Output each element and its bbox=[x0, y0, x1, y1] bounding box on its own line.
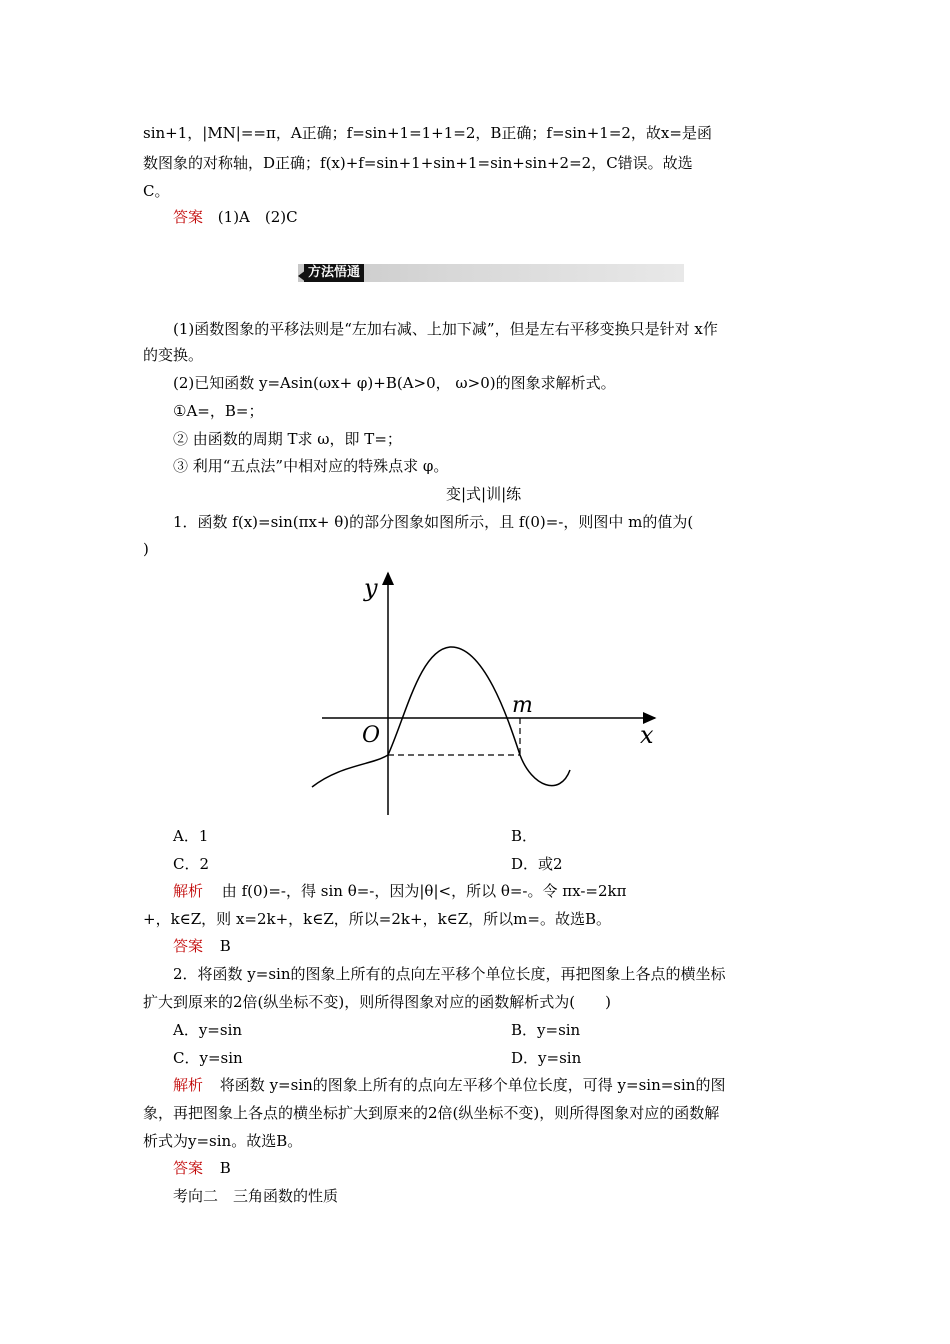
m-label: m bbox=[512, 693, 533, 718]
answer-label: 答案 bbox=[173, 937, 204, 955]
analysis-text: +，k∈Z，则 x=2k+，k∈Z，所以=2k+，k∈Z，所以m=。故选B。 bbox=[143, 910, 611, 928]
sine-graph-figure bbox=[310, 565, 670, 820]
method-paragraph: (1)函数图象的平移法则是“左加右减、上加下减”，但是左右平移变换只是针对 x作 bbox=[173, 320, 718, 338]
text-line: sin+1，|MN|==π，A正确；f=sin+1=1+1=2，B正确；f=sin+1=2，故x=是函 bbox=[143, 124, 712, 142]
option-a: A．1 bbox=[173, 827, 209, 845]
analysis-text: 析式为y=sin。故选B。 bbox=[143, 1132, 303, 1150]
practice-title: 变|式|训|练 bbox=[446, 485, 522, 503]
answer-text: B bbox=[219, 1159, 231, 1177]
analysis-line bbox=[173, 1075, 725, 1095]
method-step: ② 由函数的周期 T求 ω，即 T=； bbox=[173, 430, 402, 448]
answer-label: 答案 bbox=[173, 1159, 204, 1177]
analysis-text: 象，再把图象上各点的横坐标扩大到原来的2倍(纵坐标不变)，则所得图象对应的函数解 bbox=[143, 1104, 720, 1122]
origin-label: O bbox=[362, 723, 381, 748]
analysis-label: 解析 bbox=[173, 1076, 204, 1094]
method-step: ①A=，B=； bbox=[173, 402, 264, 420]
analysis-text: 将函数 y=sin的图象上所有的点向左平移个单位长度，可得 y=sin=sin的图 bbox=[219, 1076, 726, 1094]
x-axis-label: x bbox=[640, 721, 654, 749]
method-paragraph: 的变换。 bbox=[143, 346, 204, 364]
question-stem: 扩大到原来的2倍(纵坐标不变)，则所得图象对应的函数解析式为( ) bbox=[143, 993, 611, 1011]
analysis-text: 由 f(0)=-，得 sin θ=-，因为|θ|<，所以 θ=-。令 πx-=2kπ bbox=[221, 882, 627, 900]
text-line: 数图象的对称轴，D正确；f(x)+f=sin+1+sin+1=sin+sin+2=2，C错误。故选 bbox=[143, 154, 693, 172]
section-heading: 考向二 三角函数的性质 bbox=[173, 1187, 339, 1205]
banner-label: 方法悟通 bbox=[304, 264, 364, 282]
answer-line bbox=[173, 1158, 231, 1178]
analysis-label: 解析 bbox=[173, 882, 204, 900]
option-c: C．2 bbox=[173, 855, 210, 873]
method-step: ③ 利用“五点法”中相对应的特殊点求 φ。 bbox=[173, 457, 449, 475]
method-paragraph: (2)已知函数 y=Asin(ωx+ φ)+B(A>0， ω>0)的图象求解析式。 bbox=[173, 374, 616, 392]
answer-line bbox=[173, 207, 298, 227]
question-stem: 1．函数 f(x)=sin(πx+ θ)的部分图象如图所示，且 f(0)=-，则图中 m的值为( bbox=[173, 513, 694, 531]
answer-text: B bbox=[219, 937, 231, 955]
option-b: B． bbox=[511, 827, 538, 845]
y-axis-label: y bbox=[364, 574, 378, 602]
method-banner bbox=[298, 264, 684, 282]
text-line: C。 bbox=[143, 182, 170, 200]
option-a: A．y=sin bbox=[173, 1021, 243, 1039]
analysis-line bbox=[173, 881, 626, 901]
option-d: D．y=sin bbox=[511, 1049, 582, 1067]
question-stem: ) bbox=[143, 540, 149, 558]
answer-text: (1)A (2)C bbox=[217, 208, 298, 226]
option-c: C．y=sin bbox=[173, 1049, 243, 1067]
answer-label: 答案 bbox=[173, 208, 204, 226]
option-d: D．或2 bbox=[511, 855, 563, 873]
option-b: B．y=sin bbox=[511, 1021, 581, 1039]
question-stem: 2．将函数 y=sin的图象上所有的点向左平移个单位长度，再把图象上各点的横坐标 bbox=[173, 965, 726, 983]
answer-line bbox=[173, 936, 231, 956]
